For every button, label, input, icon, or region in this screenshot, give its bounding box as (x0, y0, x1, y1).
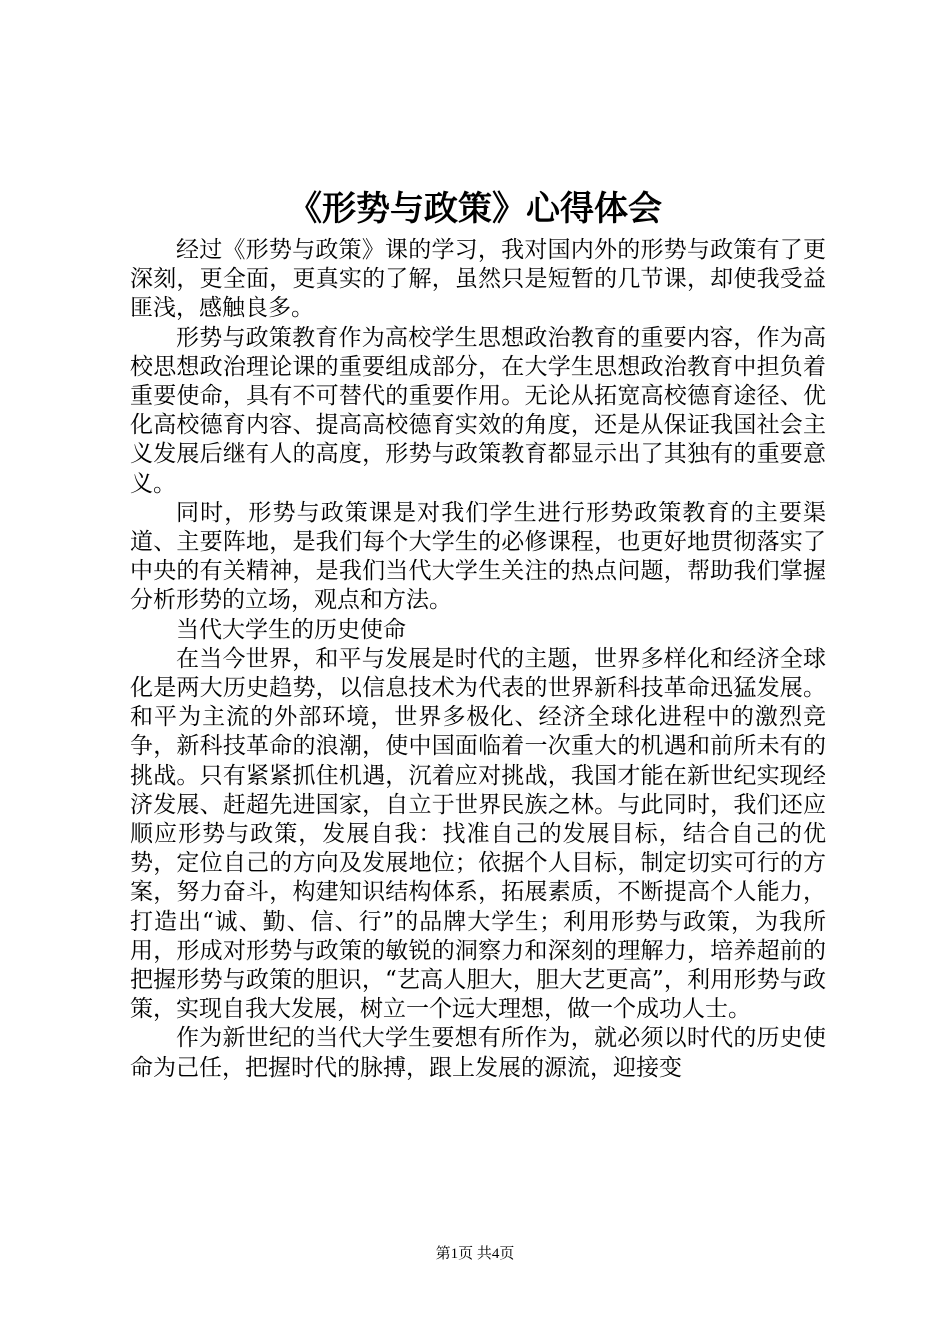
document-body (130, 236, 826, 1083)
page-footer: 第1页 共4页 (435, 1246, 515, 1262)
document-title: 《形势与政策》心得体会 (288, 189, 662, 229)
paragraph-5: 作为新世纪的当代大学生要想有所作为，就必须以时代的历史使命为己任，把握时代的脉搏，跟上发展的源流，迎接变 (130, 1025, 826, 1081)
section-heading: 当代大学生的历史使命 (176, 616, 406, 643)
paragraph-3: 同时，形势与政策课是对我们学生进行形势政策教育的主要渠道、主要阵地，是我们每个大学生的必修课程，也更好地贯彻落实了中央的有关精神，是我们当代大学生关注的热点问题，帮助我们掌握分析形势的立场，观点和方法。 (130, 499, 826, 614)
paragraph-1: 经过《形势与政策》课的学习，我对国内外的形势与政策有了更深刻，更全面，更真实的了解，虽然只是短暂的几节课，却使我受益匪浅，感触良多。 (130, 237, 826, 322)
paragraph-2: 形势与政策教育作为高校学生思想政治教育的重要内容，作为高校思想政治理论课的重要组成部分，在大学生思想政治教育中担负着重要使命，具有不可替代的重要作用。无论从拓宽高校德育途径、优化高校德育内容、提高高校德育实效的角度，还是从保证我国社会主义发展后继有人的高度，形势与政策教育都显示出了其独有的重要意义。 (130, 324, 826, 497)
paragraph-4: 在当今世界，和平与发展是时代的主题，世界多样化和经济全球化是两大历史趋势，以信息技术为代表的世界新科技革命迅猛发展。和平为主流的外部环境，世界多极化、经济全球化进程中的激烈竞争，新科技革命的浪潮，使中国面临着一次重大的机遇和前所未有的挑战。只有紧紧抓住机遇，沉着应对挑战，我国才能在新世纪实现经济发展、赶超先进国家，自立于世界民族之林。与此同时，我们还应顺应形势与政策，发展自我：找准自己的发展目标，结合自己的优势，定位自己的方向及发展地位；依据个人目标，制定切实可行的方案，努力奋斗，构建知识结构体系，拓展素质，不断提高个人能力，打造出“诚、勤、信、行”的品牌大学生；利用形势与政策，为我所用，形成对形势与政策的敏锐的洞察力和深刻的理解力，培养超前的把握形势与政策的胆识，“艺高人胆大，胆大艺更高”，利用形势与政策，实现自我大发展，树立一个远大理想，做一个成功人士。 (130, 645, 826, 1023)
